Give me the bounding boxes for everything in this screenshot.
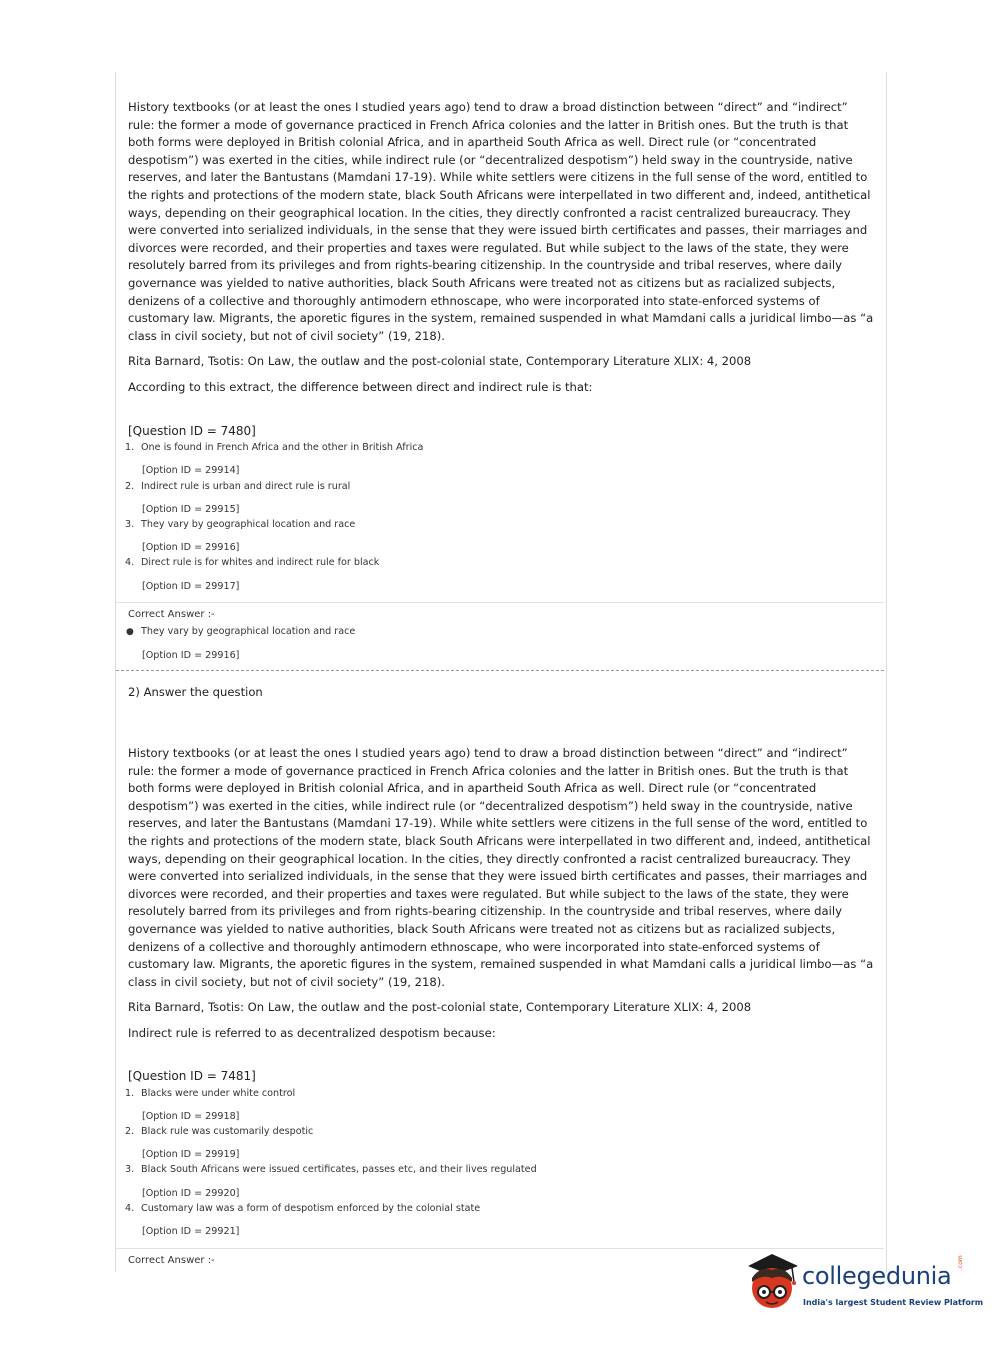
- option-2[interactable]: 2. Black rule was customarily despotic: [125, 1126, 314, 1137]
- passage-text: History textbooks (or at least the ones I studied years ago) tend to draw a broad distinction between “direct” and “indirect” rule: the former a mode of governance practiced in French Africa colonies and the latter in British ones. But the truth is that both forms were deployed in British colonial Africa, and in apartheid South Africa as well. Direct rule (or “concentrated despotism”) was exerted in the cities, while indirect rule (or “decentralized despotism”) held sway in the countryside, native reserves, and later the Bantustans (Mamdani 17-19). While white settlers were citizens in the full sense of the word, entitled to the rights and protections of the modern state, black South Africans were interpellated in two different and, indeed, antithetical ways, depending on their geographical location. In the cities, they directly confronted a racist centralized bureaucracy. They were converted into serialized individuals, in the sense that they were issued birth certificates and passes, their marriages and divorces were recorded, and their properties and taxes were regulated. But while subject to the laws of the state, they were resolutely barred from its privileges and from rights-bearing citizenship. In the countryside and tribal reserves, where daily governance was yielded to native authorities, black South Africans were treated not as citizens but as racialized subjects, denizens of a collective and thoroughly antimodern ethnoscape, who were incorporated into state-enforced systems of customary law. Migrants, the aporetic figures in the system, remained suspended in what Mamdani calls a juridical limbo—as “a class in civil society, but not of civil society” (19, 218).: [128, 100, 874, 343]
- option-id: [Option ID = 29915]: [142, 504, 240, 515]
- option-text: Direct rule is for whites and indirect rule for black: [141, 557, 380, 568]
- option-text: One is found in French Africa and the other in British Africa: [141, 442, 424, 453]
- option-4[interactable]: 4. Direct rule is for whites and indirect rule for black: [125, 557, 380, 568]
- question-separator: [116, 670, 884, 671]
- question-heading: 2) Answer the question: [128, 685, 263, 699]
- option-id: [Option ID = 29921]: [142, 1226, 240, 1237]
- option-2[interactable]: 2. Indirect rule is urban and direct rule is rural: [125, 481, 351, 492]
- citation: Rita Barnard, Tsotis: On Law, the outlaw and the post-colonial state, Contemporary Literature XLIX: 4, 2008: [128, 354, 752, 368]
- correct-answer: ● They vary by geographical location and race: [126, 626, 356, 637]
- option-id: [Option ID = 29916]: [142, 542, 240, 553]
- option-3[interactable]: 3. They vary by geographical location and race: [125, 519, 356, 530]
- option-text: Blacks were under white control: [141, 1088, 296, 1099]
- brand-suffix: .com: [957, 1255, 964, 1270]
- correct-answer-label: Correct Answer :-: [128, 609, 215, 620]
- correct-option-id: [Option ID = 29916]: [142, 650, 240, 661]
- citation: Rita Barnard, Tsotis: On Law, the outlaw and the post-colonial state, Contemporary Literature XLIX: 4, 2008: [128, 1000, 752, 1014]
- option-4[interactable]: 4. Customary law was a form of despotism enforced by the colonial state: [125, 1203, 481, 1214]
- option-id: [Option ID = 29919]: [142, 1149, 240, 1160]
- brand-name: collegedunia: [802, 1262, 952, 1290]
- option-text: Black South Africans were issued certificates, passes etc, and their lives regulated: [141, 1164, 537, 1175]
- option-text: Customary law was a form of despotism enforced by the colonial state: [141, 1203, 481, 1214]
- option-text: Black rule was customarily despotic: [141, 1126, 314, 1137]
- option-id: [Option ID = 29914]: [142, 465, 240, 476]
- question-id: [Question ID = 7481]: [128, 1069, 256, 1083]
- question-id: [Question ID = 7480]: [128, 424, 256, 438]
- collegedunia-logo[interactable]: [742, 1248, 984, 1314]
- divider: [116, 602, 884, 603]
- question-prompt: Indirect rule is referred to as decentralized despotism because:: [128, 1026, 496, 1040]
- option-text: They vary by geographical location and race: [141, 519, 356, 530]
- passage-text: History textbooks (or at least the ones I studied years ago) tend to draw a broad distinction between “direct” and “indirect” rule: the former a mode of governance practiced in French Africa colonies and the latter in British ones. But the truth is that both forms were deployed in British colonial Africa, and in apartheid South Africa as well. Direct rule (or “concentrated despotism”) was exerted in the cities, while indirect rule (or “decentralized despotism”) held sway in the countryside, native reserves, and later the Bantustans (Mamdani 17-19). While white settlers were citizens in the full sense of the word, entitled to the rights and protections of the modern state, black South Africans were interpellated in two different and, indeed, antithetical ways, depending on their geographical location. In the cities, they directly confronted a racist centralized bureaucracy. They were converted into serialized individuals, in the sense that they were issued birth certificates and passes, their marriages and divorces were recorded, and their properties and taxes were regulated. But while subject to the laws of the state, they were resolutely barred from its privileges and from rights-bearing citizenship. In the countryside and tribal reserves, where daily governance was yielded to native authorities, black South Africans were treated not as citizens but as racialized subjects, denizens of a collective and thoroughly antimodern ethnoscape, who were incorporated into state-enforced systems of customary law. Migrants, the aporetic figures in the system, remained suspended in what Mamdani calls a juridical limbo—as “a class in civil society, but not of civil society” (19, 218).: [128, 746, 874, 989]
- brand-tagline: India's largest Student Review Platform: [803, 1298, 984, 1307]
- option-id: [Option ID = 29920]: [142, 1188, 240, 1199]
- option-id: [Option ID = 29918]: [142, 1111, 240, 1122]
- correct-answer-label: Correct Answer :-: [128, 1255, 215, 1266]
- option-id: [Option ID = 29917]: [142, 581, 240, 592]
- question-prompt: According to this extract, the difference between direct and indirect rule is that:: [128, 380, 593, 394]
- option-1[interactable]: 1. One is found in French Africa and the other in British Africa: [125, 442, 424, 453]
- mascot-icon: [742, 1248, 802, 1314]
- option-1[interactable]: 1. Blacks were under white control: [125, 1088, 296, 1099]
- option-text: Indirect rule is urban and direct rule is rural: [141, 481, 351, 492]
- bullet-icon: ●: [126, 627, 134, 637]
- option-3[interactable]: 3. Black South Africans were issued certificates, passes etc, and their lives regulated: [125, 1164, 537, 1175]
